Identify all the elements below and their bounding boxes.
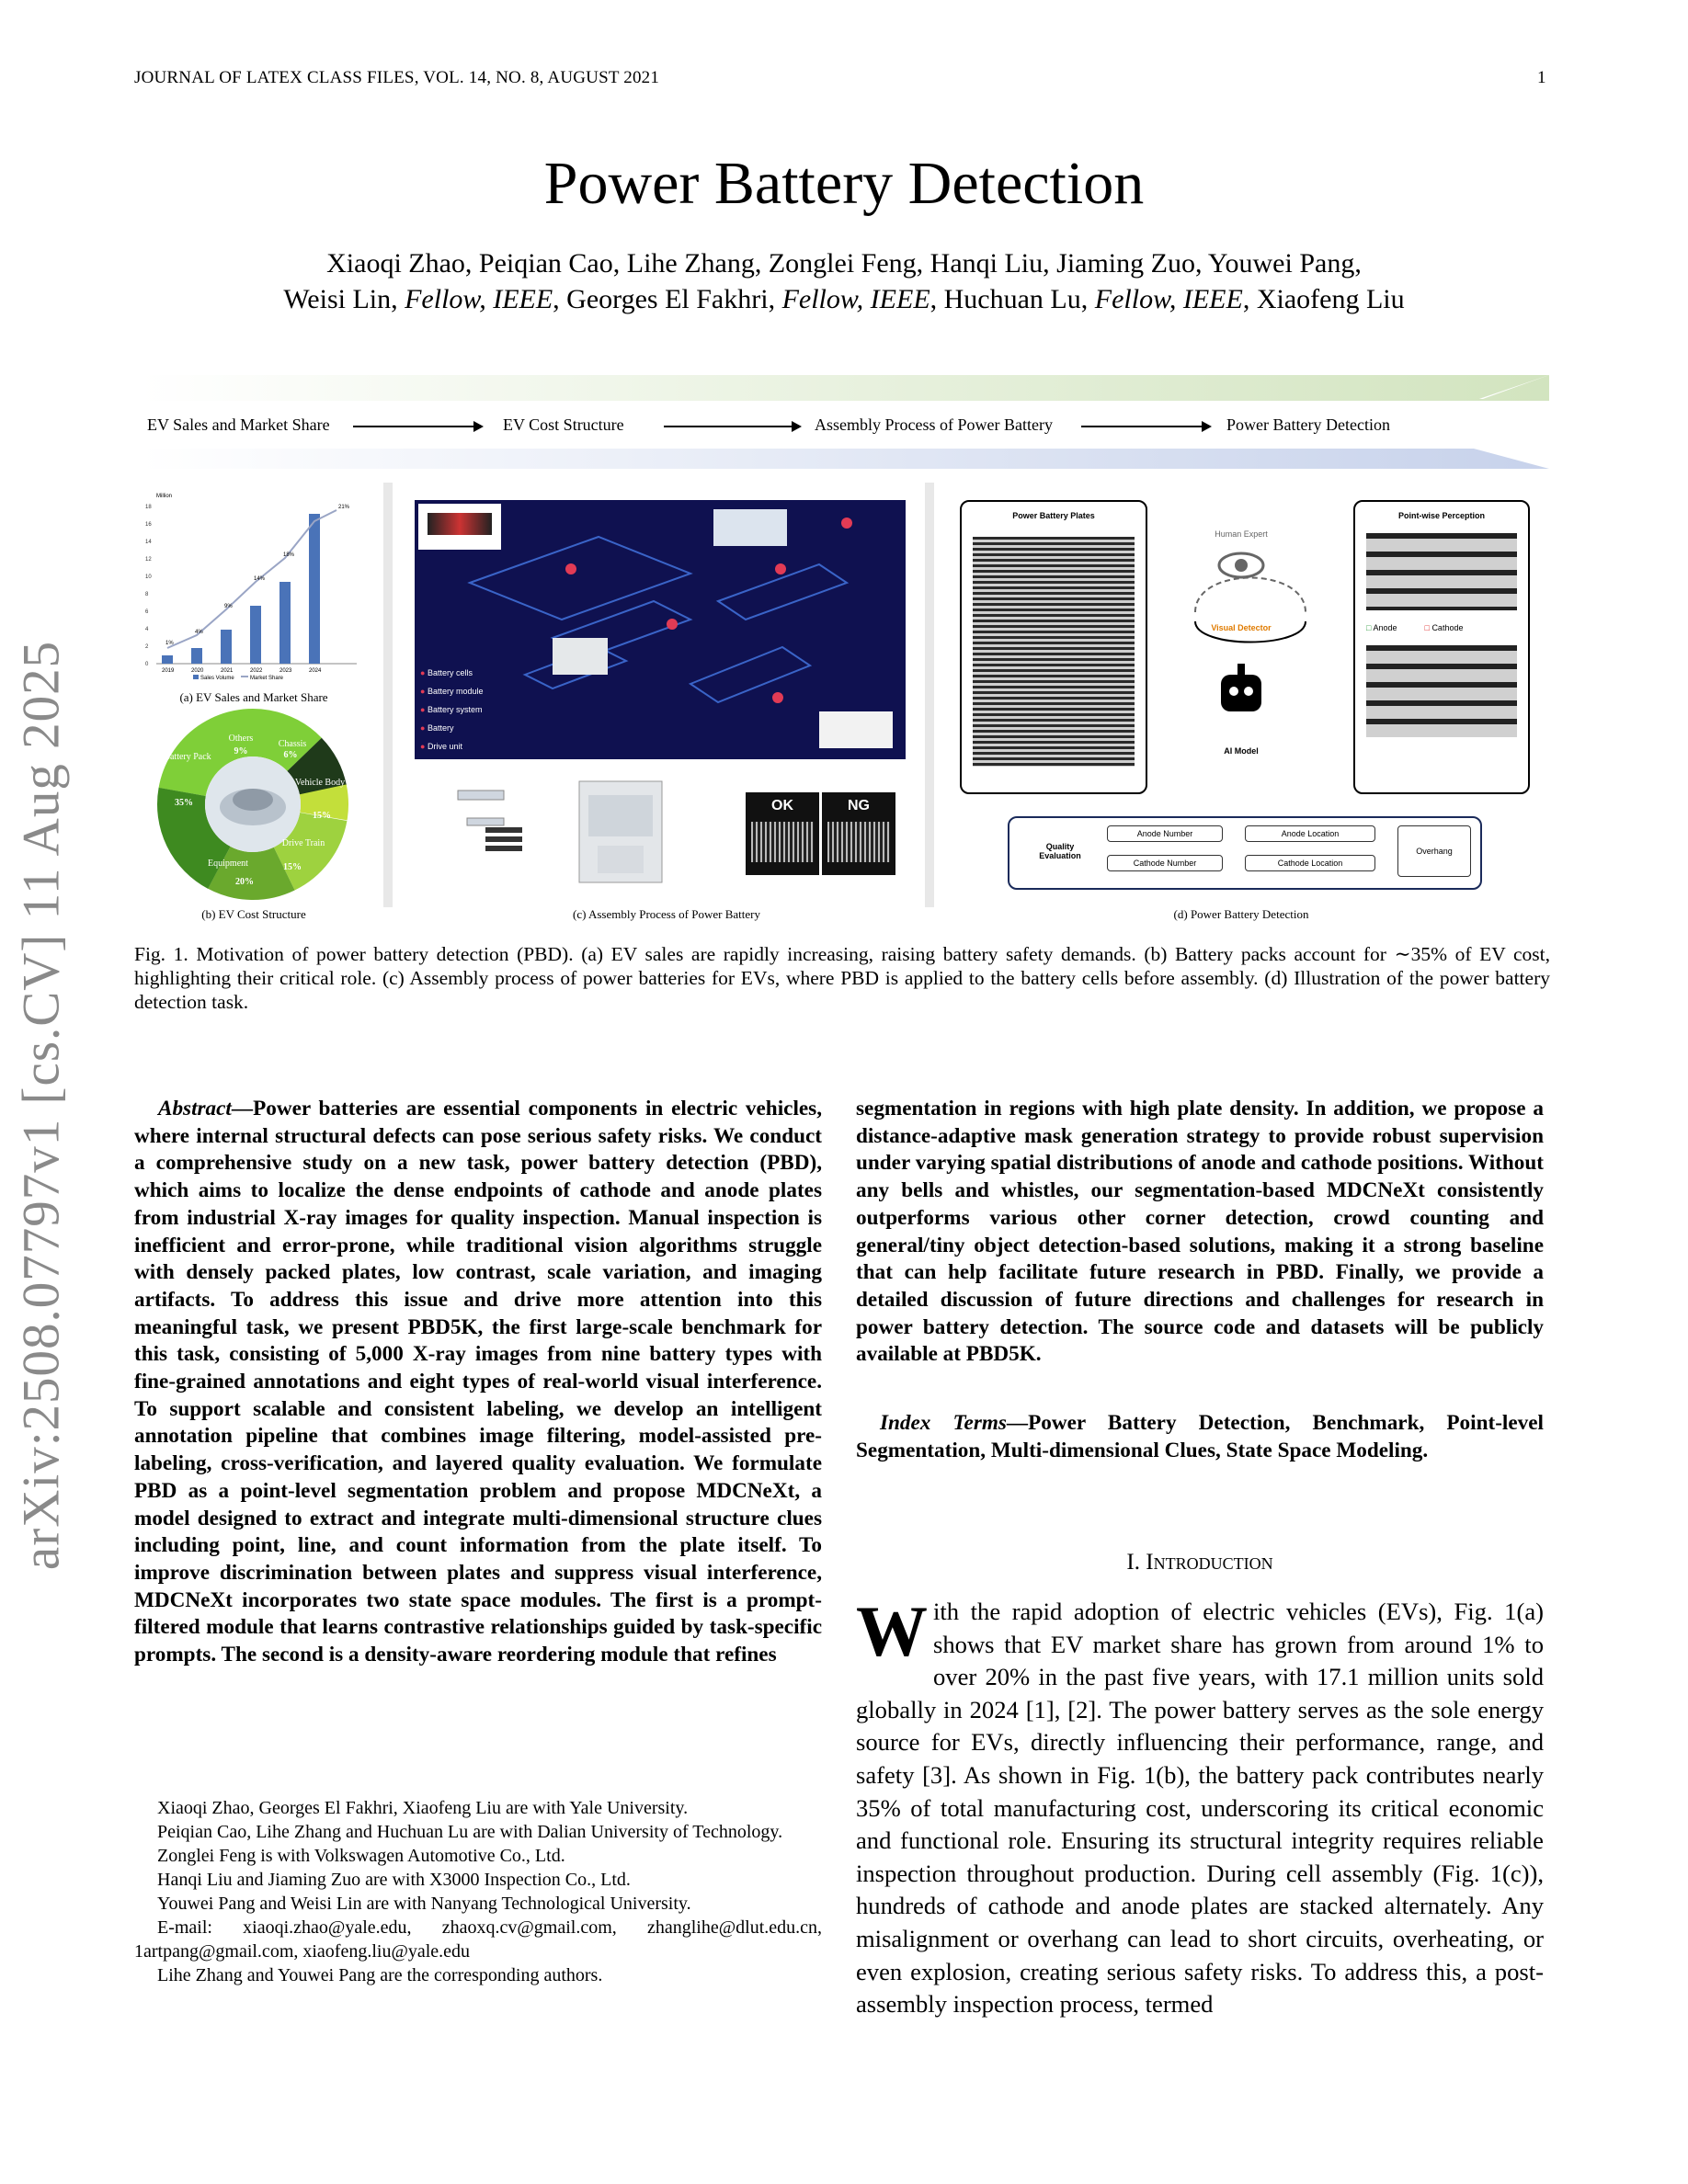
svg-text:Sales Volume: Sales Volume <box>200 676 234 681</box>
bar-2022 <box>250 606 261 664</box>
svg-text:2: 2 <box>145 644 149 650</box>
figure-top-band <box>141 371 1549 404</box>
flow-step-3: Assembly Process of Power Battery <box>815 415 1053 434</box>
chart-unit: Million <box>156 494 173 499</box>
svg-text:4: 4 <box>145 627 149 632</box>
bar-2023 <box>279 582 291 664</box>
svg-text:2022: 2022 <box>250 668 263 674</box>
svg-text:2023: 2023 <box>279 668 292 674</box>
ok-xray: OK <box>746 792 819 875</box>
svg-text:Chassis: Chassis <box>278 739 307 749</box>
sales-bars <box>162 514 320 664</box>
flow-step-1: EV Sales and Market Share <box>147 415 330 434</box>
flow-step-2: EV Cost Structure <box>503 415 624 434</box>
svg-text:4%: 4% <box>195 630 203 635</box>
perception-box: Point-wise Perception □ Anode □ Cathode <box>1353 500 1530 794</box>
bar-2020 <box>191 648 202 664</box>
svg-text:9%: 9% <box>234 746 248 756</box>
figure-bottom-band <box>141 449 1549 471</box>
dashed-loop <box>1158 548 1342 667</box>
running-header: JOURNAL OF LATEX CLASS FILES, VOL. 14, NO. 8, AUGUST 2021 <box>134 68 660 87</box>
svg-text:20%: 20% <box>235 877 254 887</box>
svg-text:10: 10 <box>145 574 152 580</box>
quality-evaluation-box: Quality Evaluation Anode Number Cathode Number Anode Location Cathode Location Overhang <box>1008 816 1482 890</box>
inspection-machine <box>570 772 671 892</box>
bar-2021 <box>221 630 232 664</box>
xray-plates-image <box>973 537 1135 767</box>
svg-text:9%: 9% <box>224 604 233 609</box>
svg-text:2019: 2019 <box>162 668 175 674</box>
index-terms: Index Terms—Power Battery Detection, Benchmark, Point-level Segmentation, Multi-dimensional Clues, State Space Modeling. <box>856 1411 1544 1462</box>
panel-divider <box>383 483 393 907</box>
svg-text:12: 12 <box>145 557 152 563</box>
plates-box: Power Battery Plates <box>960 500 1147 794</box>
panel-a-caption: (a) EV Sales and Market Share <box>179 690 328 704</box>
svg-text:Market Share: Market Share <box>250 676 284 681</box>
svg-text:18: 18 <box>145 505 152 510</box>
cell-stack-illustration <box>412 781 559 882</box>
human-expert-label: Human Expert <box>1215 529 1268 539</box>
section-heading: I. Introduction <box>1126 1550 1273 1575</box>
svg-text:2020: 2020 <box>191 668 204 674</box>
ai-model-label: AI Model <box>1224 746 1259 756</box>
abstract-continued: segmentation in regions with high plate density. In addition, we propose a distance-adaptive mask generation strategy to provide robust supervision under varying spatial distributions of anode and cathode positions. Without any bells and whistles, our segmentation-based MDCNeXt consistently outperforms various other corner detection, crowd counting and general/tiny object detection-based solutions, making it a strong baseline that can help facilitate future research in PBD. Finally, we provide a detailed discussion of future directions and challenges for research in power battery detection. The source code and datasets will be publicly available at PBD5K. <box>856 1097 1544 1367</box>
svg-text:1%: 1% <box>165 641 174 646</box>
flow-step-4: Power Battery Detection <box>1226 415 1390 434</box>
bar-2019 <box>162 655 173 664</box>
intro-paragraph: With the rapid adoption of electric vehicles (EVs), Fig. 1(a) shows that EV market share has grown from around 1% to over 20% in the past five years, with 17.1 million units sold globally in 2024 [1], [2]. The power battery serves as the sole energy source for EVs, directly influencing their performance, range, and safety [3]. As shown in Fig. 1(b), the battery pack contributes nearly 35% of total manufacturing cost, underscoring its critical economic and functional role. Ensuring its structural integrity requires reliable inspection throughout production. During cell assembly (Fig. 1(c)), hundreds of cathode and anode plates are stacked alternately. Any misalignment or overhang can lead to short circuits, overheating, or even explosion, creating serious safety risks. To address this, a post-assembly inspection process, termed <box>856 1591 1544 2019</box>
ev-sales-chart <box>145 490 362 681</box>
panel-b-caption: (b) EV Cost Structure <box>201 907 306 921</box>
figure-caption: Fig. 1. Motivation of power battery detection (PBD). (a) EV sales are rapidly increasing, raising battery safety demands. (b) Battery packs account for ∼35% of EV cost, highlighting their critical role. (c) Assembly process of power batteries for EVs, where PBD is applied to the battery cells before assembly. (d) Illustration of the power battery detection task. <box>134 943 1550 1013</box>
panel-d-caption: (d) Power Battery Detection <box>1173 907 1309 921</box>
svg-text:Battery Pack: Battery Pack <box>164 752 211 762</box>
svg-text:Drive Train: Drive Train <box>281 838 325 848</box>
arxiv-stamp: arXiv:2508.07797v1 [cs.CV] 11 Aug 2025 <box>12 640 71 1571</box>
ev-cost-donut <box>156 708 349 901</box>
author-line-1: Xiaoqi Zhao, Peiqian Cao, Lihe Zhang, Zonglei Feng, Hanqi Liu, Jiaming Zuo, Youwei Pang, <box>326 248 1362 279</box>
svg-text:8: 8 <box>145 592 149 597</box>
svg-text:6%: 6% <box>283 750 298 760</box>
svg-text:15%: 15% <box>313 811 331 821</box>
abstract: Abstract—Power batteries are essential components in electric vehicles, where internal structural defects can pose serious safety risks. We conduct a comprehensive study on a new task, power battery detection (PBD), which aims to localize the dense endpoints of cathode and anode plates from industrial X-ray images for quality inspection. Manual inspection is inefficient and error-prone, while traditional vision algorithms struggle with densely packed plates, low contrast, scale variation, and imaging artifacts. To address this issue and drive more attention into this meaningful task, we present PBD5K, the first large-scale benchmark for this task, consisting of 5,000 X-ray images from nine battery types with fine-grained annotations and eight types of real-world visual interference. To support scalable and consistent labeling, we develop an intelligent annotation pipeline that combines image filtering, model-assisted pre-labeling, cross-verification, and layered quality evaluation. We formulate PBD as a point-level segmentation problem and propose MDCNeXt, a model designed to extract and integrate multi-dimensional structure clues including point, line, and count information from the plate itself. To improve discrimination between plates and suppress visual interference, MDCNeXt incorporates two state space modules. The first is a prompt-filtered module that learns contrastive relationships guided by task-specific prompts. The second is a density-aware reordering module that refines <box>134 1097 822 1667</box>
svg-text:6: 6 <box>145 609 149 615</box>
svg-text:Vehicle Body: Vehicle Body <box>294 778 346 788</box>
footnotes: Xiaoqi Zhao, Georges El Fakhri, Xiaofeng Liu are with Yale University. Peiqian Cao, Lihe Zhang and Huchuan Lu are with Dalian University of Technology. Zonglei Feng is with Volkswagen Automotive Co., Ltd. Hanqi Liu and Jiaming Zuo are with X3000 Inspection Co., Ltd. Youwei Pang and Weisi Lin are with Nanyang Technological University. E-mail: xiaoqi.zhao@yale.edu, zhaoxq.cv@gmail.com, zhanglihe@dlut.edu.cn, 1artpang@gmail.com, xiaofeng.liu@yale.edu Lihe Zhang and Youwei Pang are the corresponding authors. <box>134 1798 822 1985</box>
flow-arrow-icon <box>664 426 800 427</box>
flow-arrow-icon <box>1081 426 1210 427</box>
page-number: 1 <box>1537 68 1546 87</box>
svg-text:2024: 2024 <box>309 668 322 674</box>
paper-title: Power Battery Detection <box>543 150 1145 217</box>
svg-text:15%: 15% <box>283 862 302 872</box>
svg-text:Others: Others <box>228 734 254 744</box>
author-line-2: Weisi Lin, Fellow, IEEE, Georges El Fakhri, Fellow, IEEE, Huchuan Lu, Fellow, IEEE, Xiaofeng Liu <box>283 284 1405 314</box>
panel-divider <box>925 483 934 907</box>
visual-detector-label: Visual Detector <box>1211 623 1272 632</box>
svg-text:21%: 21% <box>338 505 350 510</box>
svg-text:Equipment: Equipment <box>208 859 248 869</box>
svg-text:18%: 18% <box>283 552 295 558</box>
svg-text:16: 16 <box>145 522 152 528</box>
panel-c-caption: (c) Assembly Process of Power Battery <box>573 907 760 921</box>
svg-text:14%: 14% <box>254 576 266 582</box>
svg-text:35%: 35% <box>175 798 193 808</box>
component-legend: ● Battery cells ● Battery module ● Battery system ● Battery ● Drive unit <box>420 668 484 751</box>
svg-text:2021: 2021 <box>221 668 234 674</box>
flow-arrow-icon <box>353 426 482 427</box>
svg-text:14: 14 <box>145 540 152 545</box>
robot-icon <box>1214 662 1269 726</box>
bar-2024 <box>309 514 320 664</box>
figure-flow <box>147 415 1545 439</box>
svg-text:0: 0 <box>145 662 149 667</box>
ng-xray: NG <box>822 792 895 875</box>
battery-cell-photo <box>418 504 501 550</box>
dropcap: W <box>856 1591 928 1671</box>
